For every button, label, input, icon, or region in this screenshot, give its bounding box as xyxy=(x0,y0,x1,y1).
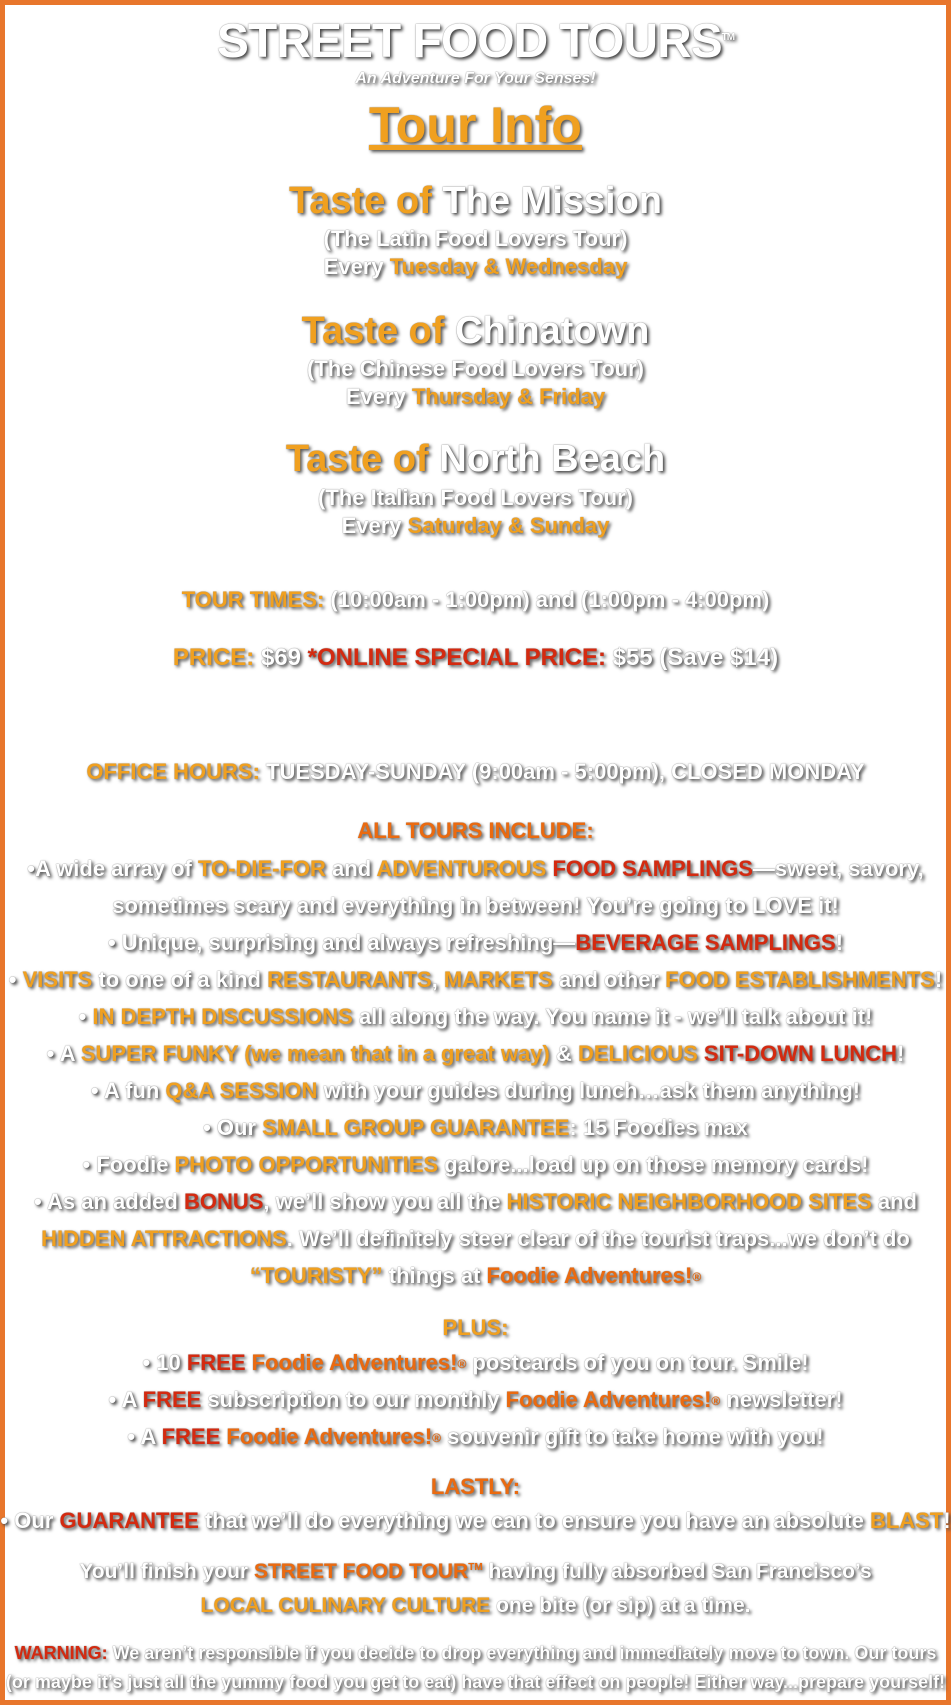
text-segment: TUESDAY-SUNDAY (9:00am - 5:00pm), CLOSED MONDAY xyxy=(259,759,865,784)
tour-subtitle: (The Latin Food Lovers Tour) xyxy=(323,226,628,251)
text-segment: FOOD SAMPLINGS xyxy=(552,856,753,881)
text-segment: $69 xyxy=(254,644,308,671)
text-segment: Foodie Adventures! xyxy=(505,1387,712,1412)
text-segment: • xyxy=(8,967,23,992)
text-segment: ® xyxy=(711,1394,721,1409)
includes-item xyxy=(0,1226,951,1252)
text-segment: “TOURISTY” xyxy=(249,1263,383,1288)
text-segment: HIDDEN ATTRACTIONS xyxy=(41,1226,287,1251)
includes-item xyxy=(0,1041,951,1067)
brand-tagline: An Adventure For Your Senses! xyxy=(355,70,596,87)
tour-times xyxy=(0,587,951,613)
text-segment: & xyxy=(549,1041,578,1066)
text-segment: and other xyxy=(552,967,666,992)
text-segment: • xyxy=(78,1004,93,1029)
text-segment: and xyxy=(871,1189,917,1214)
text-segment: GUARANTEE xyxy=(59,1508,199,1533)
text-segment: SUPER FUNKY (we mean that in a great way) xyxy=(80,1041,550,1066)
tour-days xyxy=(0,384,951,410)
text-segment: • A xyxy=(46,1041,81,1066)
text-segment: newsletter! xyxy=(720,1387,843,1412)
text-segment: We aren’t responsible if you decide to drop everything and immediately move to town. Our tours xyxy=(107,1643,937,1663)
text-segment: that we’ll do everything we can to ensure you have an absolute xyxy=(198,1508,870,1533)
text-segment: having fully absorbed San Francisco’s xyxy=(482,1560,872,1583)
text-segment: • A fun xyxy=(90,1078,166,1103)
plus-item xyxy=(0,1350,951,1376)
includes-item xyxy=(0,856,951,882)
text-segment: DELICIOUS xyxy=(578,1041,698,1066)
text-segment: • A xyxy=(127,1424,162,1449)
text-segment: • Unique, surprising and always refreshing— xyxy=(107,930,576,955)
brand-title xyxy=(0,14,951,69)
lastly-heading: LASTLY: xyxy=(430,1474,521,1499)
text-segment: • 10 xyxy=(142,1350,187,1375)
includes-item xyxy=(0,1152,951,1178)
text-segment: The Mission xyxy=(442,180,662,222)
includes-item: sometimes scary and everything in between! You’re going to LOVE it! xyxy=(112,893,839,918)
text-segment: ® xyxy=(692,1270,702,1285)
text-segment: Foodie Adventures! xyxy=(251,1350,458,1375)
text-segment: galore...load up on those memory cards! xyxy=(438,1152,869,1177)
text-segment: ! xyxy=(943,1508,951,1533)
text-segment: TOUR TIMES xyxy=(181,587,317,612)
text-segment: , xyxy=(431,967,444,992)
text-segment: SIT-DOWN LUNCH xyxy=(703,1041,898,1066)
tour-name xyxy=(0,438,951,481)
text-segment: North Beach xyxy=(439,438,666,480)
text-segment: PHOTO OPPORTUNITIES xyxy=(174,1152,439,1177)
office-hours xyxy=(0,759,951,785)
text-segment: and xyxy=(325,856,377,881)
warning-label: WARNING: xyxy=(14,1643,108,1663)
text-segment: Foodie Adventures! xyxy=(486,1263,693,1288)
text-segment: FOOD ESTABLISHMENTS xyxy=(665,967,935,992)
text-segment: Taste of xyxy=(301,310,445,352)
text-segment: • Our xyxy=(0,1508,60,1533)
text-segment: Q&A SESSION xyxy=(165,1078,318,1103)
includes-item xyxy=(0,1263,951,1289)
text-segment: Saturday & Sunday xyxy=(407,513,610,538)
text-segment: all along the way. You name it - we’ll talk about it! xyxy=(352,1004,873,1029)
text-segment: ! xyxy=(835,930,844,955)
text-segment: VISITS xyxy=(22,967,93,992)
text-segment: , we’ll show you all the xyxy=(263,1189,507,1214)
text-segment: subscription to our monthly xyxy=(201,1387,506,1412)
text-segment: Tuesday & Wednesday xyxy=(389,254,628,279)
text-segment: . We’ll definitely steer clear of the tourist traps...we don’t do xyxy=(286,1226,910,1251)
text-segment: SMALL GROUP GUARANTEE xyxy=(262,1115,570,1140)
text-segment: Every xyxy=(345,384,406,409)
text-segment: • Our xyxy=(203,1115,263,1140)
text-segment: LOCAL CULINARY CULTURE xyxy=(200,1594,491,1617)
text-segment: Taste of xyxy=(288,180,432,222)
text-segment: postcards of you on tour. Smile! xyxy=(466,1350,809,1375)
text-segment: TM xyxy=(468,1562,483,1573)
text-segment: : 15 Foodies max xyxy=(569,1115,748,1140)
tour-subtitle: (The Italian Food Lovers Tour) xyxy=(318,485,633,510)
text-segment: • As an added xyxy=(34,1189,184,1214)
page-title: Tour Info xyxy=(369,97,582,153)
text-segment: : xyxy=(246,644,255,671)
includes-item xyxy=(0,1004,951,1030)
text-segment: Thursday & Friday xyxy=(411,384,606,409)
text-segment: (10:00am - 1:00pm) and (1:00pm - 4:00pm) xyxy=(324,587,770,612)
warning-line: (or maybe it’s just all the yummy food you get to eat) have that effect on people! Either way...prepare yourself! xyxy=(5,1672,946,1692)
text-segment: You’ll finish your xyxy=(79,1560,254,1583)
tour-days xyxy=(0,254,951,280)
text-segment: Every xyxy=(323,254,384,279)
text-segment: •A wide array of xyxy=(27,856,198,881)
text-segment: • A xyxy=(108,1387,143,1412)
text-segment: Chinatown xyxy=(455,310,650,352)
warning-line xyxy=(0,1643,951,1664)
text-segment: souvenir gift to take home with you! xyxy=(441,1424,824,1449)
text-segment: RESTAURANTS xyxy=(267,967,432,992)
text-segment: STREET FOOD TOUR xyxy=(253,1560,469,1583)
text-segment: one bite (or sip) at a time. xyxy=(490,1594,751,1617)
text-segment: Foodie Adventures! xyxy=(226,1424,433,1449)
price xyxy=(0,644,951,672)
text-segment: ! xyxy=(897,1041,905,1066)
tour-name xyxy=(0,180,951,223)
text-segment: BLAST xyxy=(869,1508,944,1533)
tour-days xyxy=(0,513,951,539)
text-segment: $55 (Save $14) xyxy=(605,644,779,671)
text-segment: HISTORIC NEIGHBORHOOD SITES xyxy=(506,1189,872,1214)
text-segment: things at xyxy=(382,1263,487,1288)
includes-item xyxy=(0,1115,951,1141)
plus-item xyxy=(0,1387,951,1413)
text-segment: —sweet, savory, xyxy=(752,856,924,881)
includes-item xyxy=(0,1189,951,1215)
text-segment: FREE xyxy=(161,1424,221,1449)
finish-line xyxy=(0,1560,951,1584)
text-segment: : xyxy=(252,759,260,784)
text-segment: to one of a kind xyxy=(92,967,268,992)
text-segment: SAMPLINGS xyxy=(704,930,836,955)
text-segment: ADVENTUROUS xyxy=(376,856,547,881)
text-segment: : xyxy=(316,587,325,612)
finish-line xyxy=(0,1594,951,1618)
text-segment: ! xyxy=(934,967,943,992)
includes-item xyxy=(0,967,951,993)
text-segment: ® xyxy=(432,1431,441,1446)
text-segment: • Foodie xyxy=(82,1152,175,1177)
text-segment: with your guides during lunch…ask them anything! xyxy=(317,1078,861,1103)
lastly-item xyxy=(0,1508,951,1534)
text-segment: OFFICE HOURS xyxy=(86,759,253,784)
trademark-mark: TM xyxy=(721,32,735,43)
includes-item xyxy=(0,930,951,956)
text-segment: FREE xyxy=(186,1350,246,1375)
text-segment: BONUS xyxy=(183,1189,264,1214)
text-segment: BEVERAGE xyxy=(575,930,699,955)
text-segment: MARKETS xyxy=(443,967,553,992)
text-segment: *ONLINE SPECIAL PRICE: xyxy=(307,644,606,671)
includes-item xyxy=(0,1078,951,1104)
text-segment: FREE xyxy=(142,1387,202,1412)
text-segment: Every xyxy=(341,513,402,538)
text-segment: IN DEPTH DISCUSSIONS xyxy=(92,1004,353,1029)
tour-name xyxy=(0,310,951,353)
text-segment: Taste of xyxy=(285,438,429,480)
text-segment: TO-DIE-FOR xyxy=(197,856,326,881)
text-segment: PRICE xyxy=(172,644,247,671)
brand-name: STREET FOOD TOURS xyxy=(216,15,722,68)
includes-heading: ALL TOURS INCLUDE: xyxy=(357,818,594,843)
tour-subtitle: (The Chinese Food Lovers Tour) xyxy=(307,356,644,381)
plus-heading: PLUS: xyxy=(442,1315,509,1340)
plus-item xyxy=(0,1424,951,1450)
text-segment: ® xyxy=(457,1357,467,1372)
